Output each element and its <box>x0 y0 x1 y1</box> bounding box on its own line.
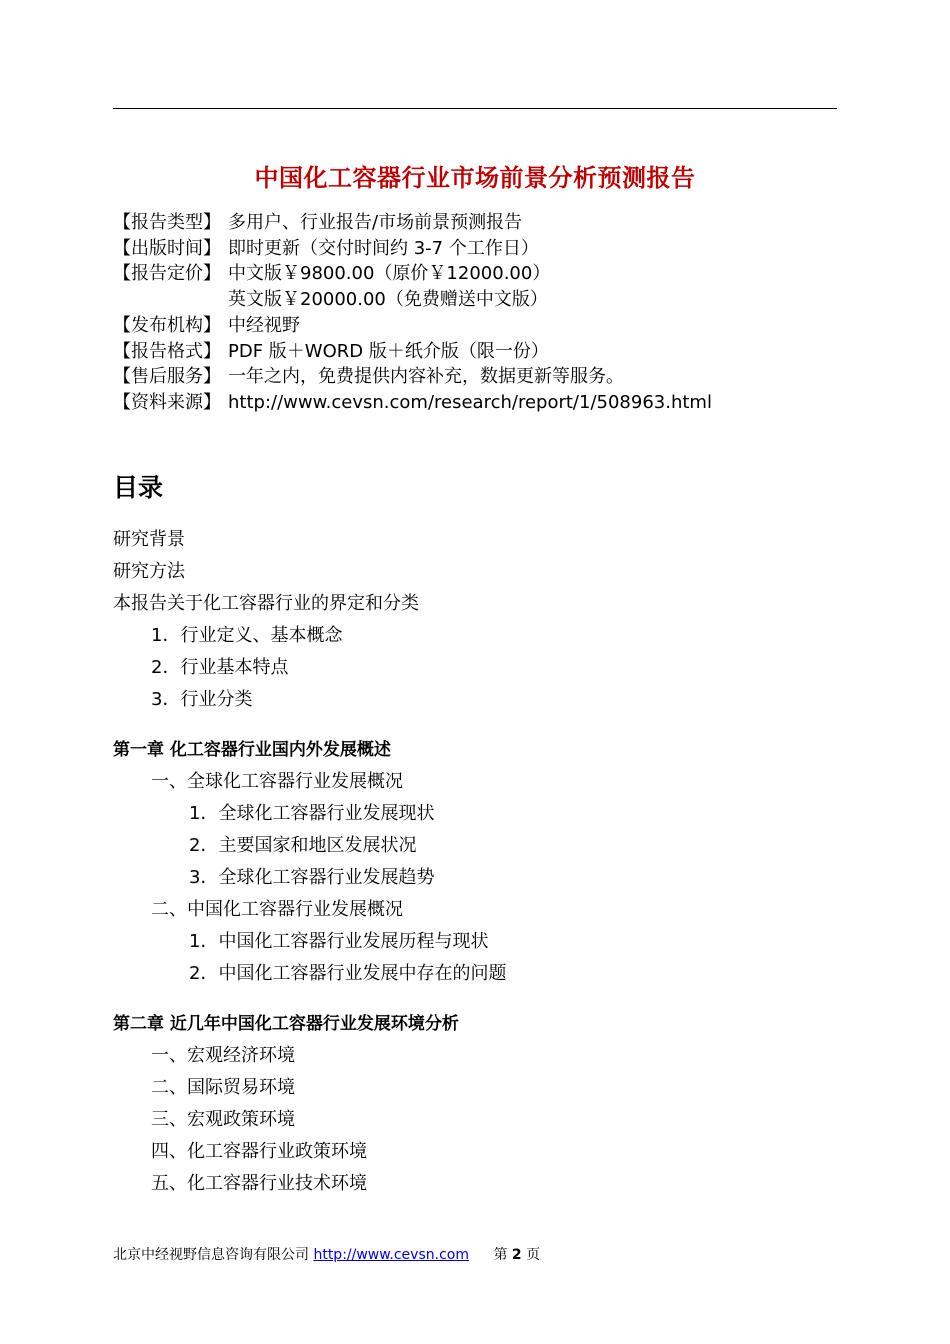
footer-link[interactable]: http://www.cevsn.com <box>313 1247 469 1263</box>
meta-value: 英文版￥20000.00（免费赠送中文版） <box>228 289 548 311</box>
toc-chapter: 第一章 化工容器行业国内外发展概述 <box>113 740 391 760</box>
meta-key: 【报告定价】 <box>113 263 221 285</box>
page-prefix: 第 <box>493 1247 508 1263</box>
meta-key: 【报告格式】 <box>113 340 221 362</box>
page-number-value: 2 <box>511 1247 522 1263</box>
toc-item: 一、宏观经济环境 <box>151 1045 295 1066</box>
meta-row-type <box>113 210 712 236</box>
toc-chapter: 第二章 近几年中国化工容器行业发展环境分析 <box>113 1014 459 1034</box>
meta-row-time <box>113 236 712 262</box>
toc-item: 五、化工容器行业技术环境 <box>151 1173 367 1194</box>
meta-row-service <box>113 364 712 390</box>
meta-row-publisher <box>113 313 712 339</box>
toc-heading: 目录 <box>113 473 164 502</box>
header-rule <box>113 108 837 109</box>
toc-item: 二、国际贸易环境 <box>151 1077 295 1098</box>
meta-value: 即时更新（交付时间约 3-7 个工作日） <box>228 237 539 259</box>
table-of-contents <box>113 524 506 1200</box>
meta-key: 【售后服务】 <box>113 366 221 388</box>
toc-item: 二、中国化工容器行业发展概况 <box>151 899 403 920</box>
report-title: 中国化工容器行业市场前景分析预测报告 <box>254 164 696 192</box>
meta-value: 中文版￥9800.00（原价￥12000.00） <box>228 263 551 285</box>
meta-value: 中经视野 <box>228 314 300 336</box>
toc-item: 本报告关于化工容器行业的界定和分类 <box>113 593 419 614</box>
toc-item: 1．全球化工容器行业发展现状 <box>189 803 435 824</box>
meta-row-price-en <box>113 287 712 313</box>
page-suffix: 页 <box>526 1247 541 1263</box>
meta-value: PDF 版＋WORD 版＋纸介版（限一份） <box>228 340 549 362</box>
toc-item: 1．行业定义、基本概念 <box>151 625 343 646</box>
meta-value: http://www.cevsn.com/research/report/1/508963.html <box>228 391 712 413</box>
meta-key: 【报告类型】 <box>113 212 221 233</box>
meta-row-format <box>113 339 712 365</box>
meta-key: 【出版时间】 <box>113 237 221 259</box>
toc-item: 研究方法 <box>113 561 185 582</box>
toc-item: 2．中国化工容器行业发展中存在的问题 <box>189 963 507 984</box>
page-footer <box>113 1245 540 1265</box>
toc-item: 一、全球化工容器行业发展概况 <box>151 771 403 792</box>
page-number <box>493 1247 540 1263</box>
toc-item: 2．行业基本特点 <box>151 657 289 678</box>
toc-item: 3．全球化工容器行业发展趋势 <box>189 867 435 888</box>
toc-item: 2．主要国家和地区发展状况 <box>189 835 417 856</box>
meta-value: 多用户、行业报告/市场前景预测报告 <box>228 212 523 233</box>
toc-item: 三、宏观政策环境 <box>151 1109 295 1130</box>
toc-item: 四、化工容器行业政策环境 <box>151 1141 367 1162</box>
meta-row-source <box>113 390 712 416</box>
toc-item: 研究背景 <box>113 529 185 550</box>
footer-company: 北京中经视野信息咨询有限公司 <box>113 1247 309 1263</box>
toc-item: 1．中国化工容器行业发展历程与现状 <box>189 931 489 952</box>
toc-item: 3．行业分类 <box>151 689 253 710</box>
meta-row-price <box>113 261 712 287</box>
report-meta <box>113 210 712 416</box>
meta-value: 一年之内，免费提供内容补充，数据更新等服务。 <box>228 366 624 388</box>
meta-key: 【资料来源】 <box>113 391 221 413</box>
meta-key: 【发布机构】 <box>113 314 221 336</box>
